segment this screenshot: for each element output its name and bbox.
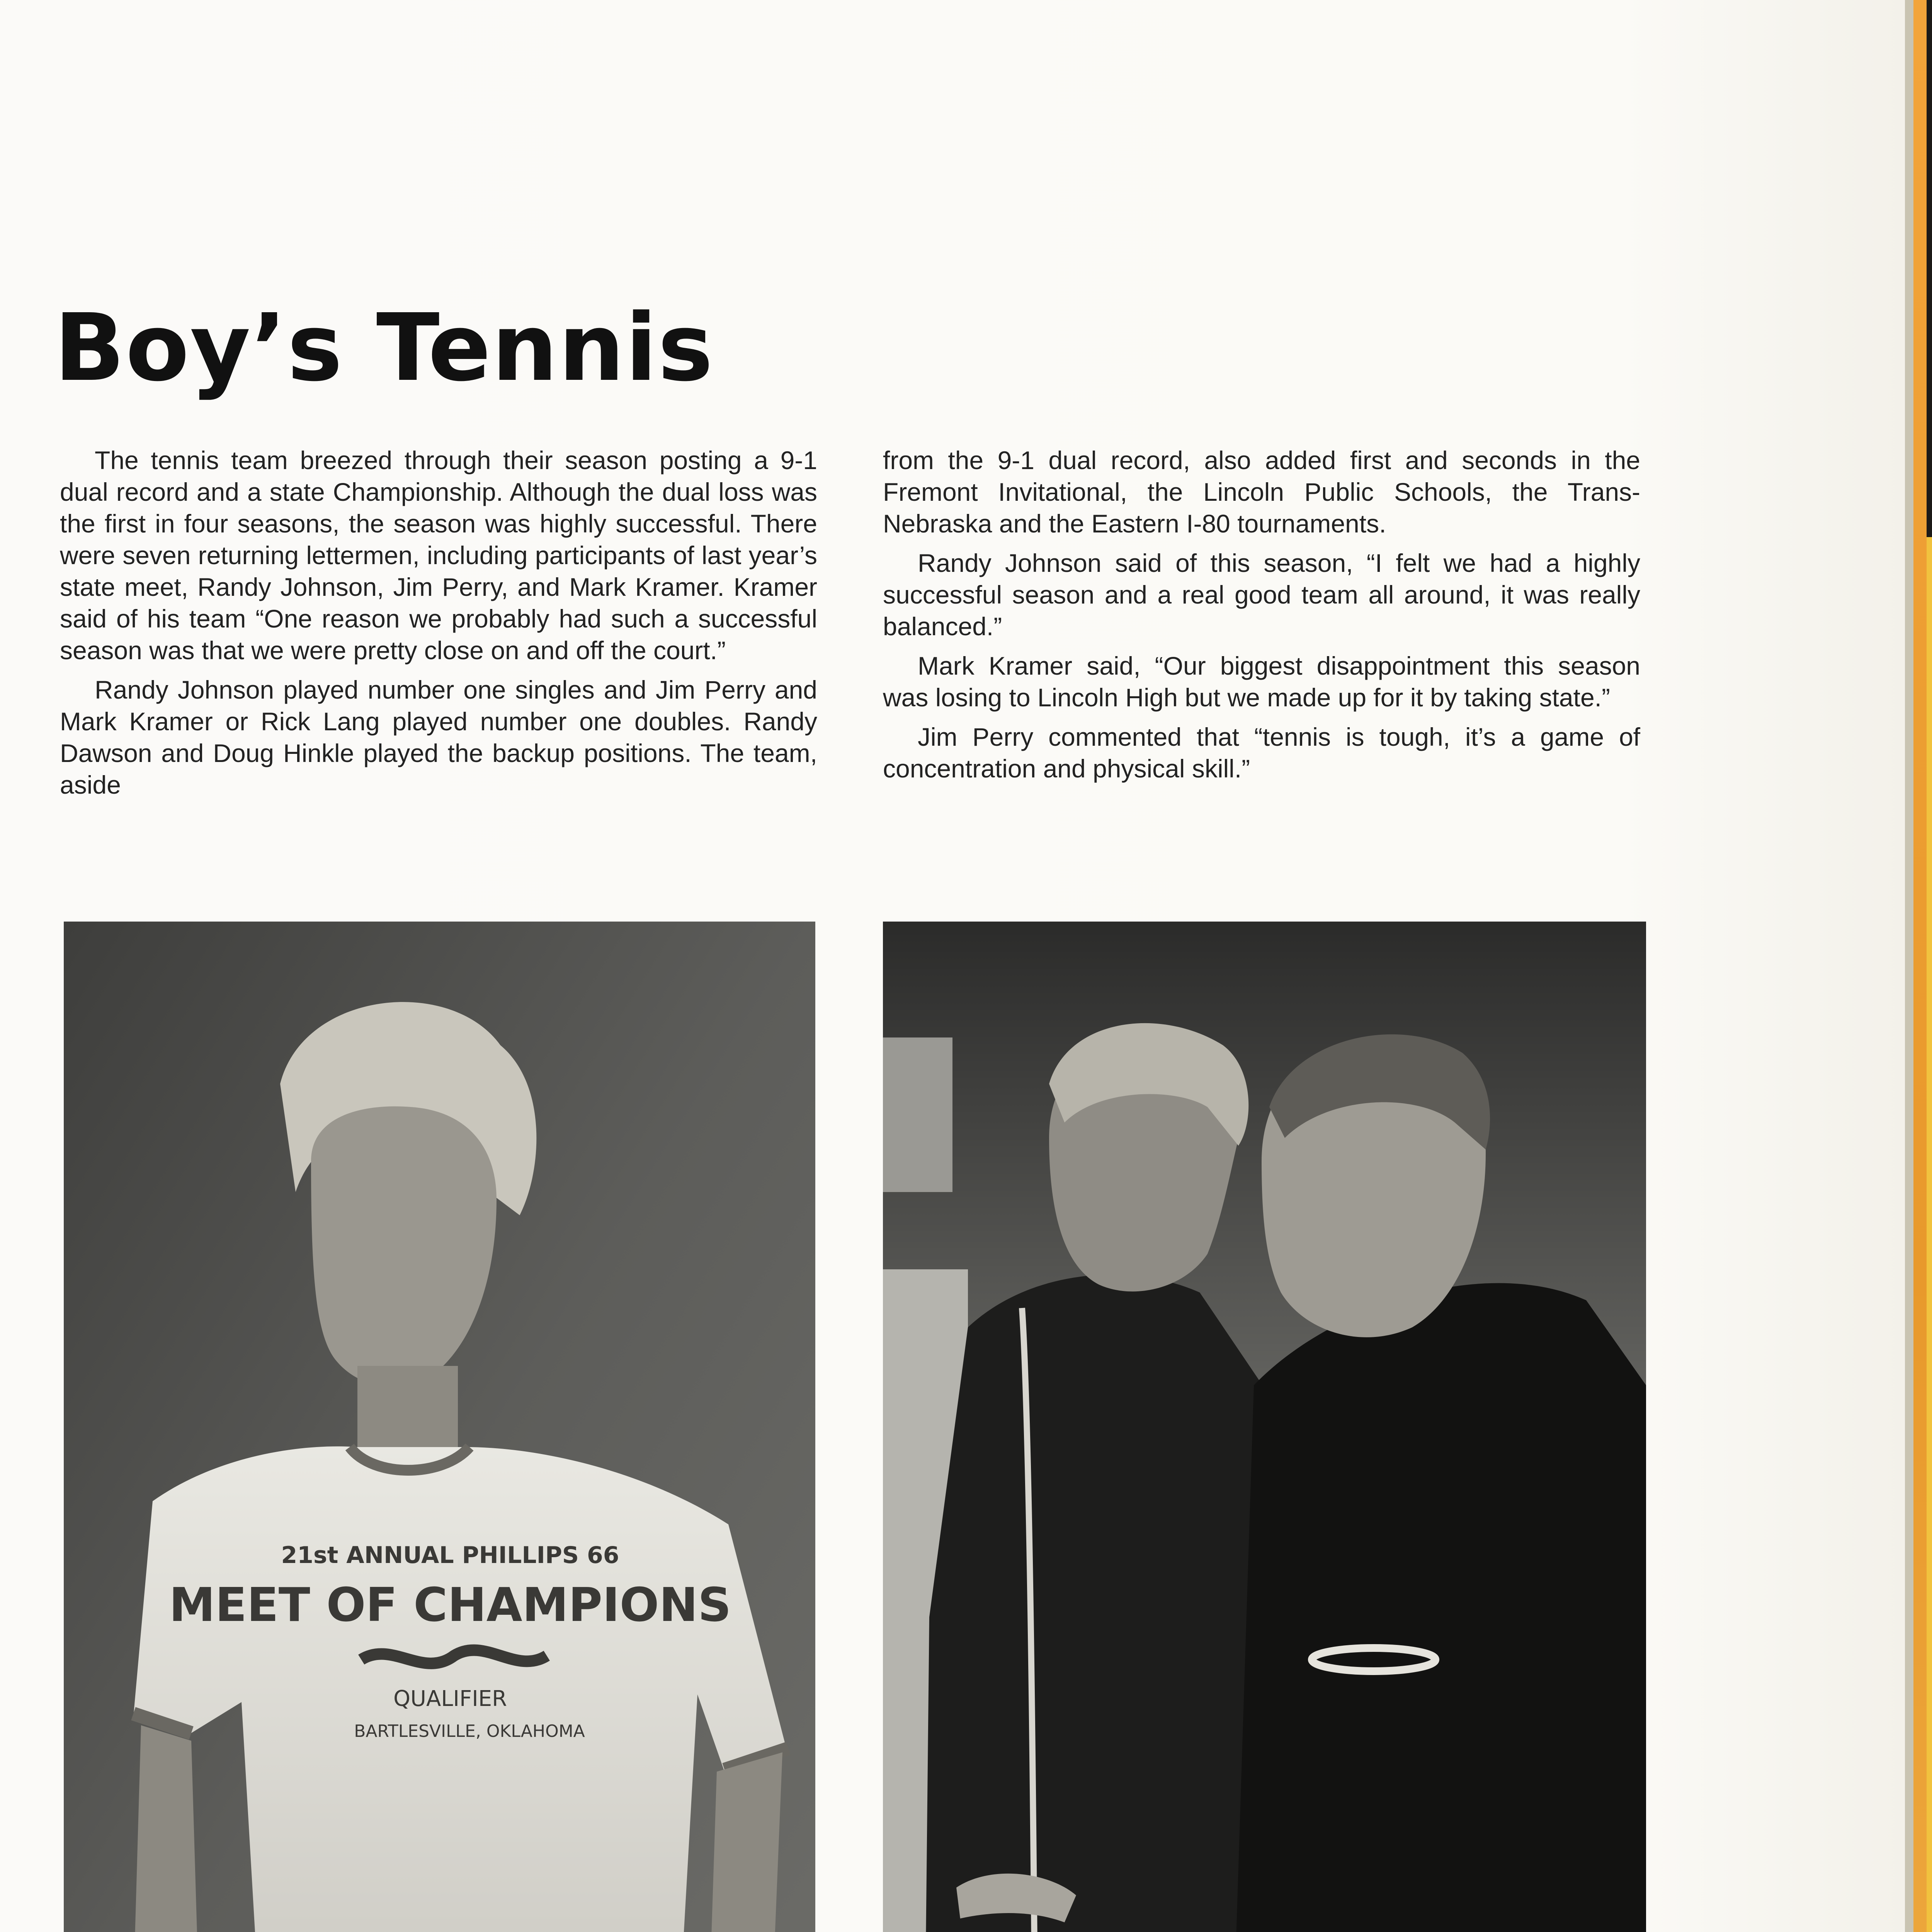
article-paragraph: Randy Johnson said of this season, “I felt we had a highly successful season and a real good team all around, it was really balanced.” (883, 549, 1640, 641)
binding-orange-strip (1913, 0, 1927, 1932)
article-paragraph: Randy Johnson played number one singles and Jim Perry and Mark Kramer or Rick Lang played number one doubles. Randy Dawson and Doug Hinkle played the backup positions. The team, aside (60, 675, 817, 799)
article-paragraph: Mark Kramer said, “Our biggest disappointment this season was losing to Lincoln High but we made up for it by taking state.” (883, 651, 1640, 712)
photo-randy-johnson-coach-image (883, 922, 1646, 1932)
binding-yellow-strip (1927, 537, 1932, 1932)
shirt-line-2: MEET OF CHAMPIONS (169, 1578, 731, 1632)
photo-jim-perry-image (64, 922, 815, 1932)
page-edge (1905, 0, 1913, 1932)
article-column-right (883, 444, 1640, 792)
article-paragraph: The tennis team breezed through their season posting a 9-1 dual record and a state Championship. Although the dual loss was the first in four seasons, the season was highly successful. There were seven returning lettermen, including participants of last year’s state meet, Randy Johnson, Jim Perry, and Mark Kramer. Kramer said of his team “One reason we probably had such a successful season was that we were pretty close on and off the court.” (60, 446, 817, 665)
photo-jim-perry (64, 922, 815, 1932)
shirt-line-1: 21st ANNUAL PHILLIPS 66 (281, 1542, 619, 1569)
page-title: Boy’s Tennis (54, 294, 714, 402)
shirt-line-4: BARTLESVILLE, OKLAHOMA (354, 1721, 585, 1741)
article-paragraph: Jim Perry commented that “tennis is tough, it’s a game of concentration and physical skill.” (883, 723, 1640, 783)
shirt-line-3: QUALIFIER (393, 1686, 507, 1711)
article-column-left (60, 444, 817, 808)
photo-randy-johnson-coach (883, 922, 1646, 1932)
article-paragraph: from the 9-1 dual record, also added first and seconds in the Fremont Invitational, the Lincoln Public Schools, the Trans-Nebraska and the Eastern I-80 tournaments. (883, 446, 1640, 538)
